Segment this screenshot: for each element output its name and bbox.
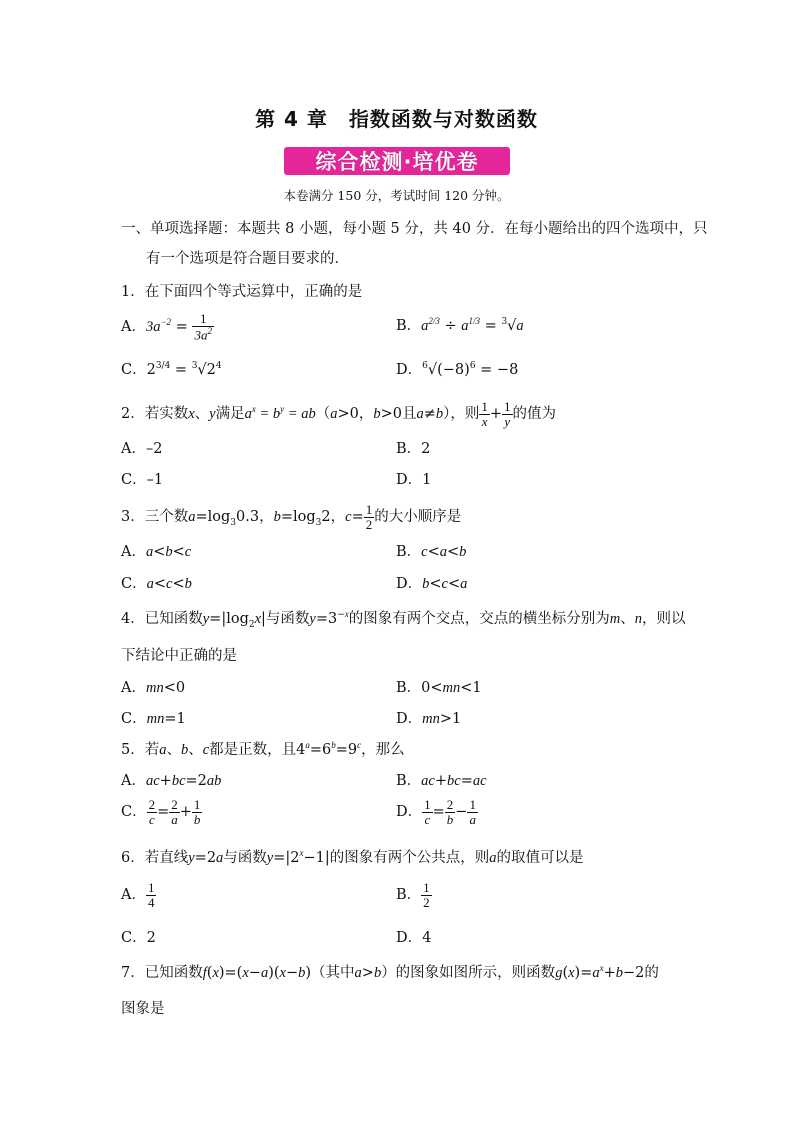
q2-option-b: B．2 — [396, 441, 431, 457]
question-4-stem: 4．已知函数$y=|\log_2x|$与函数$y=3^{-x}$的图象有两个交点，交点的横坐标分别为m、n，则以 — [121, 609, 686, 630]
question-4-stem-line2: 下结论中正确的是 — [121, 648, 237, 664]
q3-option-c: C．a<c<b — [121, 576, 192, 592]
q6-option-d: D．4 — [396, 930, 432, 946]
question-7-stem-line2: 图象是 — [121, 1001, 165, 1017]
q4-option-d: D．mn>1 — [396, 711, 462, 727]
q5-option-a: A．ac+bc=2ab — [121, 773, 222, 789]
q3-option-a: A．a<b<c — [121, 544, 192, 560]
q3-option-b: B．c<a<b — [396, 544, 467, 560]
exam-info: 本卷满分 150 分，考试时间 120 分钟。 — [283, 188, 510, 203]
question-3-stem: 3．三个数$a=\log_30.3$，$b=\log_32$，c= $\frac{1}{2}$ 的大小顺序是 — [121, 502, 462, 532]
q2-option-d: D．1 — [396, 472, 432, 488]
q1-option-c: C．$2^{3/4} = ^3√2^4$ — [121, 361, 222, 378]
q4-option-b: B．0<mn<1 — [396, 680, 482, 696]
q1-option-b: B．$a^{2/3} \div a^{1/3} = ^3√a$ — [396, 316, 524, 334]
section-heading-line1: 一、单项选择题：本题共 8 小题，每小题 5 分，共 40 分．在每小题给出的四个选项中，只 — [121, 221, 708, 237]
question-5-stem: 5．若a、b、c都是正数，且$4^a=6^b=9^c$，那么 — [121, 740, 405, 758]
q6-option-c: C．2 — [121, 930, 156, 946]
q3-option-d: D．b<c<a — [396, 576, 468, 592]
q4-option-a: A．mn<0 — [121, 680, 186, 696]
q5-option-d: D． $\frac{1}{c}$ = $\frac{2}{b}$ − $\frac{1}{a}$ — [396, 797, 476, 827]
q5-option-c: C． $\frac{2}{c}$ = $\frac{2}{a}$ + $\frac{1}{b}$ — [121, 797, 201, 827]
question-6-stem: 6．若直线y=2a与函数$y=|2^x-1|$的图象有两个公共点，则a的取值可以是 — [121, 848, 584, 866]
question-2-stem: 2．若实数x、y满足$a^x = b^y = ab(a>0$，b>0且a≠b），则 $\frac{1}{x}$ + $\frac{1}{y}$ 的值为 — [121, 399, 557, 429]
badge-label: 综合检测·培优卷 — [315, 150, 479, 174]
q6-option-a: A． $\frac{1}{4}$ — [121, 880, 155, 910]
question-7-stem: 7．已知函数f(x)=(x−a)(x−b)（其中a>b）的图象如图所示，则函数$g(x)=a^x+b-2$的 — [121, 963, 659, 981]
q4-option-c: C．mn=1 — [121, 711, 186, 727]
question-1-stem: 1．在下面四个等式运算中，正确的是 — [121, 284, 363, 300]
section-heading-line2: 有一个选项是符合题目要求的． — [146, 251, 349, 267]
q5-option-b: B．ac+bc=ac — [396, 773, 487, 789]
q2-option-a: A．–2 — [121, 441, 163, 457]
q6-option-b: B． $\frac{1}{2}$ — [396, 880, 430, 910]
q1-option-a: A．$3a^{-2}$ = $\frac{1}{3a^2}$ — [121, 311, 212, 342]
q1-option-d: D．$^6√(-8)^6 = -8$ — [396, 361, 519, 378]
page-title: 第 4 章 指数函数与对数函数 — [255, 107, 538, 131]
q2-option-c: C．–1 — [121, 472, 164, 488]
exam-type-badge — [284, 145, 510, 177]
